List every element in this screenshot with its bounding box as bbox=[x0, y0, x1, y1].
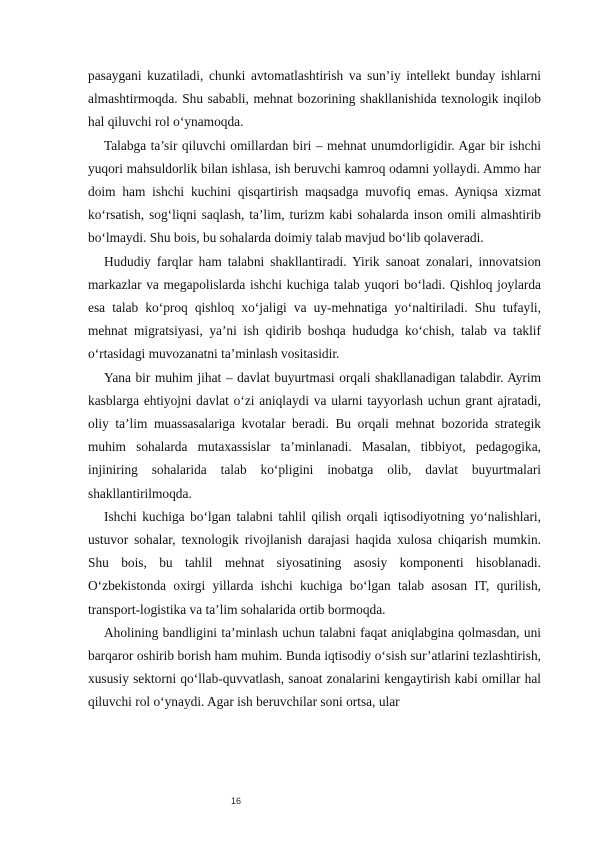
document-body bbox=[88, 64, 541, 714]
paragraph-2: Talabga ta’sir qiluvchi omillardan biri – mehnat unumdorligidir. Agar bir ishchi yuqori mahsuldorlik bilan ishlasa, ish beruvchi kamroq odamni yollaydi. Ammo har doim ham ishchi kuchini qisqartirish maqsadga muvofiq emas. Ayniqsa xizmat ko‘rsatish, sog‘liqni saqlash, ta’lim, turizm kabi sohalarda inson omili almashtirib bo‘lmaydi. Shu bois, bu sohalarda doimiy talab mavjud bo‘lib qolaveradi. bbox=[88, 137, 541, 246]
paragraph-5: Ishchi kuchiga bo‘lgan talabni tahlil qilish orqali iqtisodiyotning yo‘nalishlari, ustuvor sohalar, texnologik rivojlanish darajasi haqida xulosa chiqarish mumkin. Shu bois, bu tahlil mehnat siyosatining asosiy komponenti hisoblanadi. O‘zbekistonda oxirgi yillarda ishchi kuchiga bo‘lgan talab asosan IT, qurilish, transport-logistika va ta’lim sohalarida ortib bormoqda. bbox=[88, 508, 541, 617]
paragraph-6: Aholining bandligini ta’minlash uchun talabni faqat aniqlabgina qolmasdan, uni barqaror oshirib borish ham muhim. Bunda iqtisodiy o‘sish sur’atlarini tezlashtirish, xususiy sektorni qo‘llab-quvvatlash, sanoat zonalarini kengaytirish kabi omillar hal qiluvchi rol o‘ynaydi. Agar ish beruvchilar soni ortsa, ular bbox=[88, 624, 541, 710]
paragraph-3: Hududiy farqlar ham talabni shakllantiradi. Yirik sanoat zonalari, innovatsion markazlar va megapolislarda ishchi kuchiga talab yuqori bo‘ladi. Qishloq joylarda esa talab ko‘proq qishloq xo‘jaligi va uy-mehnatiga yo‘naltiriladi. Shu tufayli, mehnat migratsiyasi, ya’ni ish qidirib boshqa hududga ko‘chish, talab va taklif o‘rtasidagi muvozanatni ta’minlash vositasidir. bbox=[88, 253, 541, 362]
paragraph-4: Yana bir muhim jihat – davlat buyurtmasi orqali shakllanadigan talabdir. Ayrim kasblarga ehtiyojni davlat o‘zi aniqlaydi va ularni tayyorlash uchun grant ajratadi, oliy ta’lim muassasalariga kvotalar beradi. Bu orqali mehnat bozorida strategik muhim sohalarda mutaxassislar ta’minlanadi. Masalan, tibbiyot, pedagogika, injiniring sohalarida talab ko‘pligini inobatga olib, davlat buyurtmalari shakllantirilmoqda. bbox=[88, 369, 541, 501]
paragraph-1: pasaygani kuzatiladi, chunki avtomatlashtirish va sun’iy intellekt bunday ishlarni almashtirmoqda. Shu sababli, mehnat bozorining shakllanishida texnologik inqilob hal qiluvchi rol o‘ynamoqda. bbox=[88, 68, 541, 130]
page-number: 16 bbox=[231, 796, 242, 806]
